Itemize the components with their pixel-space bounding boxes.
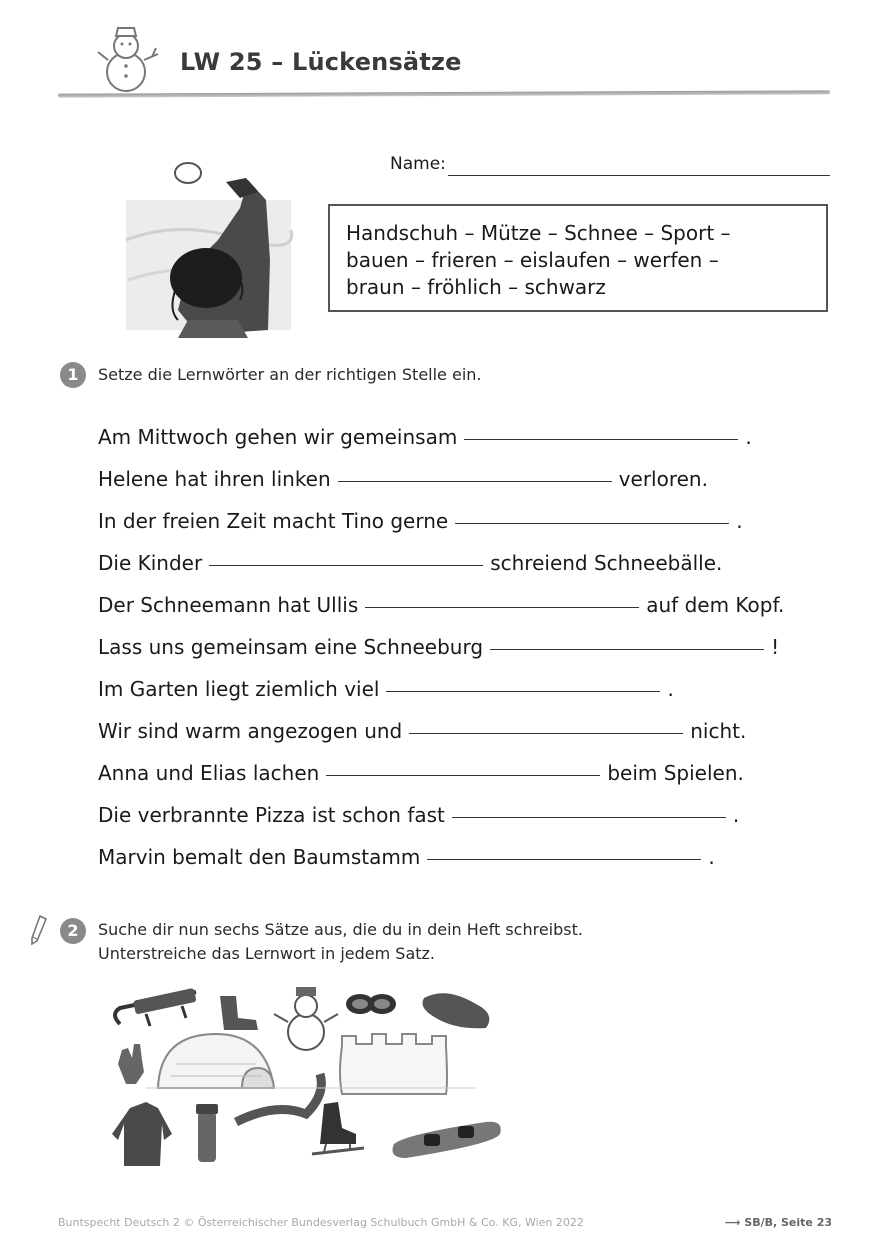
name-label: Name: — [390, 154, 446, 174]
sentence-text: Wir sind warm angezogen und — [98, 719, 403, 743]
sentence-row — [98, 551, 722, 575]
page-title: LW 25 – Lückensätze — [180, 48, 462, 76]
sentence-text: Die Kinder — [98, 551, 203, 575]
answer-blank[interactable] — [338, 481, 612, 482]
footer-copyright: Buntspecht Deutsch 2 © Österreichischer Bundesverlag Schulbuch GmbH & Co. KG, Wien 2022 — [58, 1216, 584, 1229]
header-rule — [58, 90, 830, 97]
sentence-text: auf dem Kopf. — [646, 593, 785, 617]
sentence-row — [98, 677, 674, 701]
answer-blank[interactable] — [490, 649, 764, 650]
glove-icon — [118, 1044, 144, 1084]
sentence-row — [98, 719, 746, 743]
sentence-row — [98, 635, 779, 659]
sentence-text: . — [745, 425, 752, 449]
name-input-line[interactable] — [448, 175, 830, 176]
sentence-text: Im Garten liegt ziemlich viel — [98, 677, 380, 701]
snowboard-icon — [393, 1122, 501, 1158]
word-box — [328, 204, 828, 312]
task2-instruction-line2: Unterstreiche das Lernwort in jedem Satz. — [98, 944, 435, 963]
ice-skate-icon — [312, 1102, 364, 1154]
sentence-text: . — [732, 803, 740, 827]
sentence-row — [98, 467, 708, 491]
sentence-row — [98, 803, 739, 827]
snowman-icon — [96, 24, 162, 94]
sentence-text: Die verbrannte Pizza ist schon fast — [98, 803, 445, 827]
sentence-row — [98, 845, 715, 869]
task2-instruction-line1: Suche dir nun sechs Sätze aus, die du in dein Heft schreibst. — [98, 920, 583, 939]
answer-blank[interactable] — [365, 607, 639, 608]
sentence-text: beim Spielen. — [607, 761, 744, 785]
child-throwing-snowball-illustration — [118, 160, 298, 342]
sentence-row — [98, 425, 752, 449]
task1-instruction: Setze die Lernwörter an der richtigen Stelle ein. — [98, 365, 482, 384]
thermos-icon — [196, 1104, 218, 1162]
footer-page-reference: ⟶ SB/B, Seite 23 — [724, 1216, 832, 1229]
sentence-text: Der Schneemann hat Ullis — [98, 593, 359, 617]
sentence-text: ! — [771, 635, 780, 659]
sentence-text: verloren. — [618, 467, 708, 491]
sentence-row — [98, 761, 744, 785]
igloo-icon — [158, 1034, 274, 1088]
sentence-row — [98, 509, 743, 533]
sentence-text: . — [708, 845, 715, 869]
snowman-figure-icon — [274, 987, 338, 1050]
answer-blank[interactable] — [464, 439, 738, 440]
answer-blank[interactable] — [209, 565, 483, 566]
answer-blank[interactable] — [409, 733, 683, 734]
sentence-text: nicht. — [690, 719, 747, 743]
boot-icon — [220, 996, 258, 1030]
snow-castle-icon — [340, 1034, 447, 1094]
sentence-text: Anna und Elias lachen — [98, 761, 320, 785]
sentence-row — [98, 593, 784, 617]
word-box-line: braun – fröhlich – schwarz — [346, 275, 606, 299]
sentence-text: Lass uns gemeinsam eine Schneeburg — [98, 635, 484, 659]
pencil-icon — [28, 914, 48, 946]
sentence-text: Am Mittwoch gehen wir gemeinsam — [98, 425, 458, 449]
sentence-text: Marvin bemalt den Baumstamm — [98, 845, 421, 869]
word-box-line: bauen – frieren – eislaufen – werfen – — [346, 248, 719, 272]
snow-saucer-icon — [423, 993, 490, 1028]
jacket-icon — [112, 1102, 172, 1166]
answer-blank[interactable] — [386, 691, 660, 692]
sentence-text: . — [667, 677, 674, 701]
answer-blank[interactable] — [427, 859, 701, 860]
answer-blank[interactable] — [455, 523, 729, 524]
answer-blank[interactable] — [326, 775, 600, 776]
goggles-icon — [346, 994, 396, 1014]
sentence-text: schreiend Schneebälle. — [490, 551, 723, 575]
word-box-line: Handschuh – Mütze – Schnee – Sport – — [346, 221, 731, 245]
sentence-text: Helene hat ihren linken — [98, 467, 331, 491]
sentence-text: . — [736, 509, 743, 533]
sentence-text: In der freien Zeit macht Tino gerne — [98, 509, 449, 533]
answer-blank[interactable] — [452, 817, 726, 818]
task-number-badge: 1 — [60, 362, 86, 388]
winter-items-illustration — [106, 984, 506, 1170]
task-number-badge: 2 — [60, 918, 86, 944]
sled-icon — [115, 988, 197, 1026]
